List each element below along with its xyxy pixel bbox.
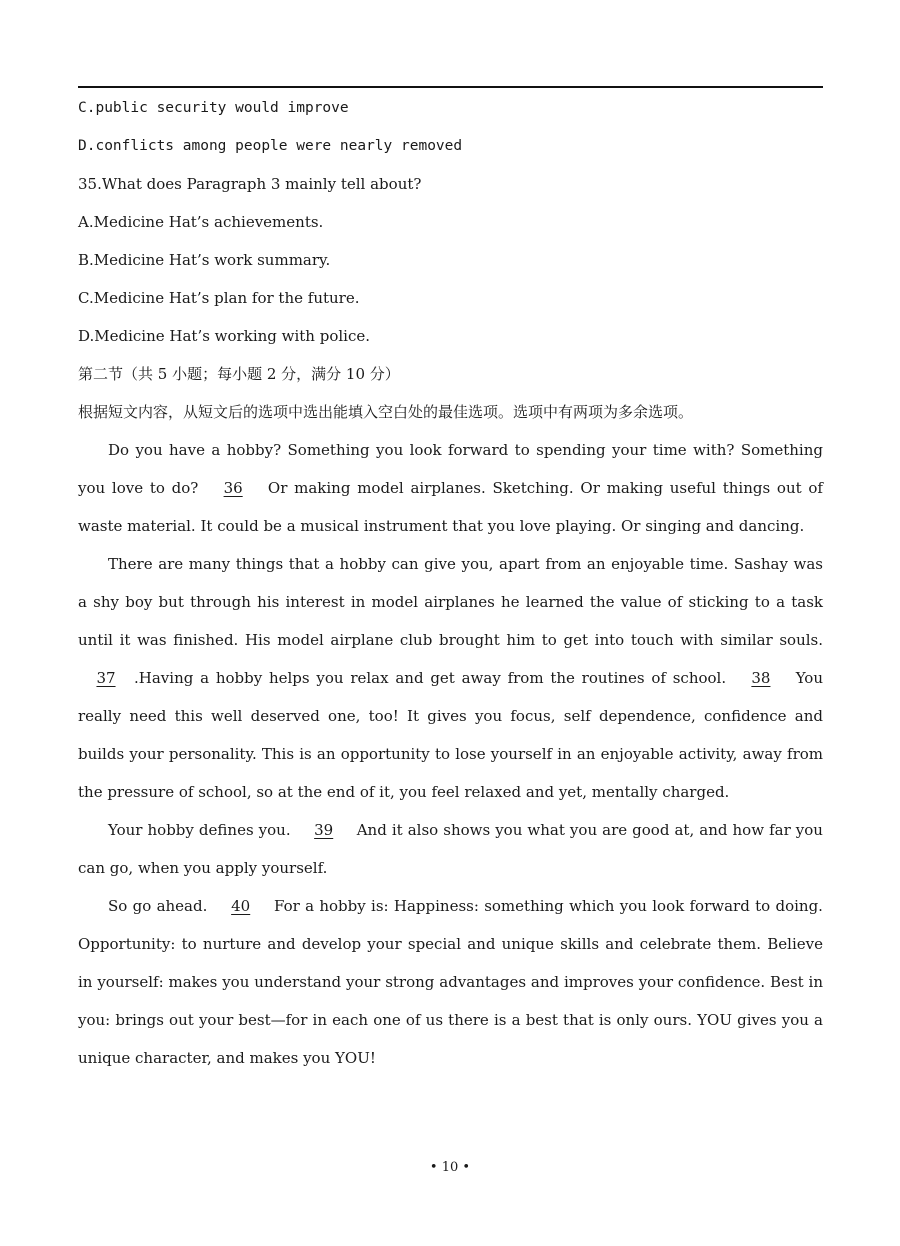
passage-text: .Having a hobby helps you relax and get away from the routines of school. <box>134 669 727 687</box>
question-35-option-b: B.Medicine Hat’s work summary. <box>78 251 331 269</box>
blank-40: 40 <box>231 897 251 915</box>
blank-38: 38 <box>751 669 771 687</box>
passage-text: So go ahead. <box>108 897 208 915</box>
passage-text: There are many things that a hobby can give you, apart from an enjoyable time. Sashay was a shy boy but through his interest in model airplanes he learned the value of sticking to a task until it was finished. His model airplane club brought him to get into touch with similar souls. <box>78 555 823 649</box>
section-title: 第二节（共 5 小题；每小题 2 分，满分 10 分） <box>78 365 400 383</box>
passage-paragraph-1 <box>78 431 823 545</box>
question-35-option-a: A.Medicine Hat’s achievements. <box>78 213 324 231</box>
blank-39: 39 <box>314 821 334 839</box>
section-instruction: 根据短文内容，从短文后的选项中选出能填入空白处的最佳选项。选项中有两项为多余选项。 <box>78 403 694 421</box>
option-c-prev: C.public security would improve <box>78 100 349 116</box>
page-number: • 10 • <box>429 1160 471 1175</box>
option-d-prev: D.conflicts among people were nearly removed <box>78 138 463 154</box>
passage-text: Or making model airplanes. Sketching. Or making useful things out of waste material. It could be a musical instrument that you love playing. Or singing and dancing. <box>78 479 823 535</box>
passage-paragraph-3 <box>78 811 823 887</box>
passage-text: Do you have a hobby? Something you look forward to spending your time with? Something you love to do? <box>78 441 823 497</box>
blank-37: 37 <box>96 669 116 687</box>
passage-paragraph-2 <box>78 545 823 811</box>
passage-text: Your hobby defines you. <box>108 821 291 839</box>
question-35-stem: 35.What does Paragraph 3 mainly tell about? <box>78 175 422 193</box>
passage-text: And it also shows you what you are good at, and how far you can go, when you apply yourself. <box>78 821 823 877</box>
page-content <box>78 89 823 1077</box>
passage-text: You really need this well deserved one, too! It gives you focus, self dependence, confidence and builds your personality. This is an opportunity to lose yourself in an enjoyable activity, away from the pressure of school, so at the end of it, you feel relaxed and yet, mentally charged. <box>78 669 823 801</box>
passage-paragraph-4 <box>78 887 823 1077</box>
question-35-option-d: D.Medicine Hat’s working with police. <box>78 327 371 345</box>
question-35-option-c: C.Medicine Hat’s plan for the future. <box>78 289 360 307</box>
passage-text: For a hobby is: Happiness: something which you look forward to doing. Opportunity: to nurture and develop your special and unique skills and celebrate them. Believe in yourself: makes you understand your strong advantages and improves your confidence. Best in you: brings out your best—for in each one of us there is a best that is only ours. YOU gives you a unique character, and makes you YOU! <box>78 897 823 1067</box>
header-rule <box>78 86 823 88</box>
blank-36: 36 <box>223 479 243 497</box>
